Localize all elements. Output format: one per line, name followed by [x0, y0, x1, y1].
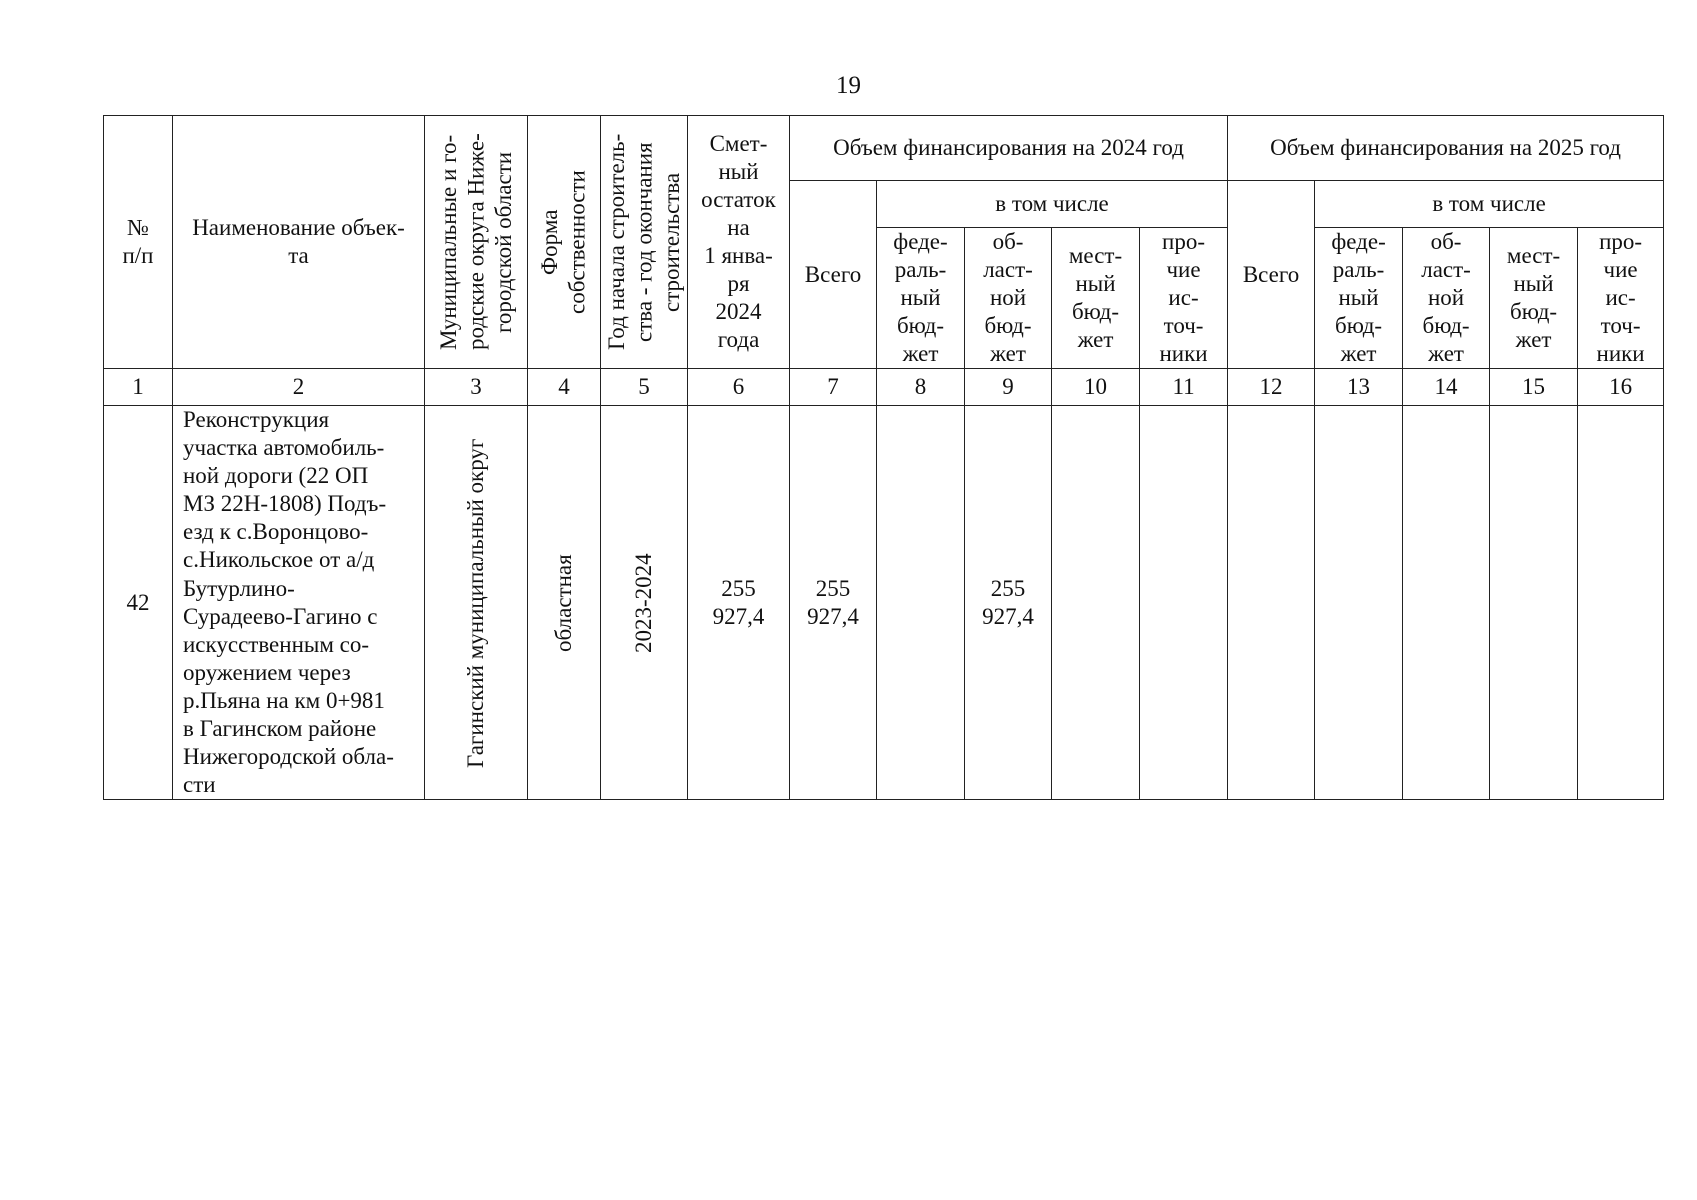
column-number: 2 [173, 369, 425, 406]
header-other-2024: про- чие ис- точ- ники [1140, 228, 1228, 369]
column-number: 3 [425, 369, 528, 406]
other-2024 [1140, 406, 1228, 800]
column-number: 11 [1140, 369, 1228, 406]
page-number: 19 [836, 72, 861, 99]
federal-2024 [877, 406, 965, 800]
estimate-balance: 255 927,4 [688, 406, 790, 800]
column-number: 4 [528, 369, 601, 406]
column-number: 8 [877, 369, 965, 406]
other-2025 [1578, 406, 1664, 800]
header-num: № п/п [104, 116, 173, 369]
header-local-2025: мест- ный бюд- жет [1490, 228, 1578, 369]
column-number: 6 [688, 369, 790, 406]
regional-2025 [1403, 406, 1490, 800]
column-number: 10 [1052, 369, 1140, 406]
regional-2024: 255 927,4 [965, 406, 1052, 800]
header-municipal: Муниципальные и го- родские округа Ниже- городской области [425, 116, 528, 369]
header-total-2024: Всего [790, 181, 877, 369]
object-name: Реконструкция участка автомобиль- ной дороги (22 ОП МЗ 22Н-1808) Подъ- езд к с.Воронцово- с.Никольское от а/д Бутурлино- Сурадеево-Гагино с искусственным со- оружением через р.Пьяна на км 0+981 в Гагинском районе Нижегородской обла- сти [173, 406, 425, 800]
header-name: Наименование объек- та [173, 116, 425, 369]
header-other-2025: про- чие ис- точ- ники [1578, 228, 1664, 369]
header-federal-2025: феде- раль- ный бюд- жет [1315, 228, 1403, 369]
column-number-row [104, 369, 1664, 406]
column-number: 9 [965, 369, 1052, 406]
column-number: 15 [1490, 369, 1578, 406]
column-number: 14 [1403, 369, 1490, 406]
header-including-2025: в том числе [1315, 181, 1664, 228]
column-number: 5 [601, 369, 688, 406]
column-number: 16 [1578, 369, 1664, 406]
local-2025 [1490, 406, 1578, 800]
row-num: 42 [104, 406, 173, 800]
header-years: Год начала строитель- ства - год окончания строительства [601, 116, 688, 369]
construction-years: 2023-2024 [601, 406, 688, 800]
header-federal-2024: феде- раль- ный бюд- жет [877, 228, 965, 369]
investment-table [103, 115, 1664, 800]
column-number: 12 [1228, 369, 1315, 406]
total-2024: 255 927,4 [790, 406, 877, 800]
header-regional-2025: об- ласт- ной бюд- жет [1403, 228, 1490, 369]
table-row [104, 406, 1664, 800]
column-number: 1 [104, 369, 173, 406]
federal-2025 [1315, 406, 1403, 800]
header-local-2024: мест- ный бюд- жет [1052, 228, 1140, 369]
ownership-form: областная [528, 406, 601, 800]
header-ownership: Форма собственности [528, 116, 601, 369]
header-row-1 [104, 116, 1664, 181]
header-total-2025: Всего [1228, 181, 1315, 369]
municipal-district: Гагинский муниципальный округ [425, 406, 528, 800]
header-funding-2025: Объем финансирования на 2025 год [1228, 116, 1664, 181]
column-number: 7 [790, 369, 877, 406]
total-2025 [1228, 406, 1315, 800]
header-funding-2024: Объем финансирования на 2024 год [790, 116, 1228, 181]
column-number: 13 [1315, 369, 1403, 406]
local-2024 [1052, 406, 1140, 800]
header-including-2024: в том числе [877, 181, 1228, 228]
header-estimate: Смет- ный остаток на 1 янва- ря 2024 года [688, 116, 790, 369]
header-regional-2024: об- ласт- ной бюд- жет [965, 228, 1052, 369]
